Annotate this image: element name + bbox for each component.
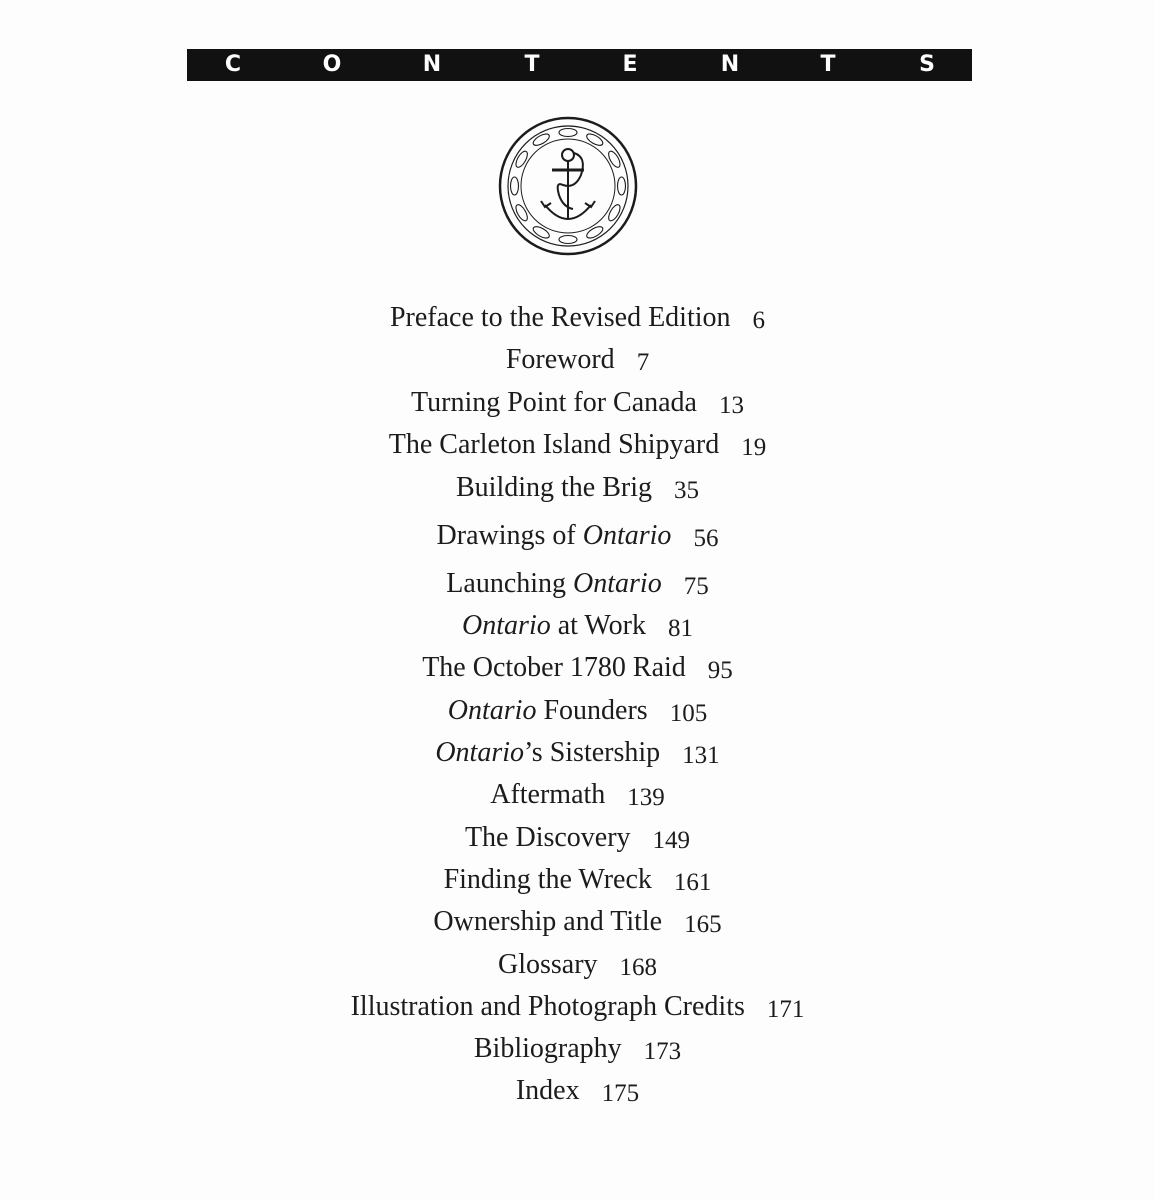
- toc-title-italic: Ontario: [582, 520, 672, 551]
- toc-title-italic: Ontario: [447, 695, 537, 726]
- toc-title-suffix: at Work: [550, 610, 646, 641]
- toc-entry[interactable]: [0, 989, 1155, 1025]
- toc-page: 168: [619, 954, 658, 981]
- toc-page: 131: [682, 742, 720, 769]
- toc-entry[interactable]: [0, 342, 1155, 378]
- toc-page: 139: [627, 784, 665, 811]
- toc-entry[interactable]: [0, 947, 1155, 983]
- toc-title: Finding the Wreck: [443, 864, 652, 895]
- toc-page: 35: [674, 477, 699, 504]
- toc-title-prefix: Drawings of: [436, 520, 583, 551]
- toc-page: 19: [741, 434, 767, 461]
- toc-title: Index: [515, 1075, 580, 1106]
- toc-title-italic: Ontario: [462, 610, 551, 641]
- toc-title-suffix: Founders: [536, 695, 648, 726]
- toc-page: 165: [684, 911, 722, 938]
- toc-entry[interactable]: [0, 385, 1155, 421]
- toc-entry[interactable]: [0, 735, 1155, 771]
- toc-page: 13: [718, 392, 744, 419]
- header-letter: C: [224, 52, 242, 77]
- toc-page: 161: [673, 869, 712, 896]
- toc-entry[interactable]: [0, 904, 1155, 940]
- toc-page: 173: [643, 1038, 682, 1065]
- header-letter: O: [322, 52, 342, 77]
- toc-entry[interactable]: [0, 608, 1155, 644]
- toc-entry[interactable]: [0, 518, 1155, 554]
- toc-title-suffix: ’s Sistership: [524, 737, 661, 768]
- toc-title: The Discovery: [464, 822, 631, 853]
- toc-page: 175: [601, 1080, 640, 1107]
- toc-entry[interactable]: [0, 820, 1155, 856]
- toc-entry[interactable]: [0, 1031, 1155, 1067]
- toc-page: 149: [652, 827, 691, 854]
- toc-entry[interactable]: [0, 1073, 1155, 1109]
- toc-title: Turning Point for Canada: [411, 387, 697, 418]
- toc-title: The Carleton Island Shipyard: [388, 429, 720, 460]
- header-letter: T: [820, 52, 836, 77]
- toc-entry[interactable]: [0, 470, 1155, 506]
- toc-entry[interactable]: [0, 693, 1155, 729]
- toc-page: 81: [667, 615, 693, 642]
- toc-entry[interactable]: [0, 650, 1155, 686]
- toc-page: 7: [636, 349, 650, 376]
- toc-page: 105: [669, 700, 708, 727]
- toc-page: 56: [693, 525, 719, 552]
- toc-page: 95: [707, 657, 733, 684]
- toc-title: Glossary: [497, 949, 598, 980]
- toc-title: Illustration and Photograph Credits: [350, 991, 745, 1022]
- toc-title: Foreword: [505, 344, 615, 375]
- toc-title-italic: Ontario: [435, 737, 525, 768]
- header-letter: N: [422, 52, 442, 77]
- toc-title-prefix: Launching: [446, 568, 574, 599]
- toc-entry[interactable]: [0, 566, 1155, 602]
- toc-entry[interactable]: [0, 777, 1155, 813]
- toc-title: The October 1780 Raid: [422, 652, 686, 683]
- toc-title: Bibliography: [473, 1033, 622, 1064]
- toc-title: Ownership and Title: [433, 906, 663, 937]
- toc-title: Building the Brig: [456, 472, 652, 503]
- header-letter: N: [720, 52, 740, 77]
- toc-page: 6: [752, 307, 766, 334]
- header-letter: E: [622, 52, 638, 77]
- header-letter: S: [919, 52, 935, 77]
- header-letter: T: [524, 52, 540, 77]
- toc-title: Preface to the Revised Edition: [389, 302, 731, 333]
- toc-title-italic: Ontario: [573, 568, 662, 599]
- toc-entry[interactable]: [0, 862, 1155, 898]
- toc-entry[interactable]: [0, 427, 1155, 463]
- toc-page: 75: [683, 573, 709, 600]
- toc-title: Aftermath: [490, 779, 606, 810]
- toc-page: 171: [766, 996, 805, 1023]
- toc-entry[interactable]: [0, 300, 1155, 336]
